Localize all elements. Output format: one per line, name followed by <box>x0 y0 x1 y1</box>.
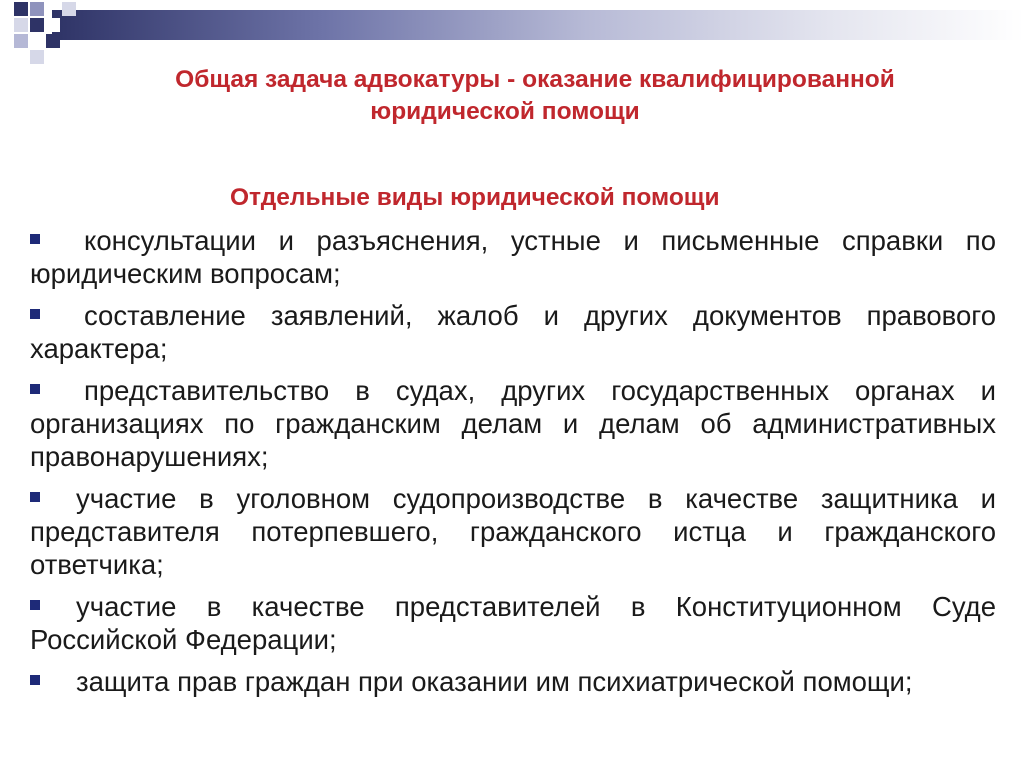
decorative-square-icon <box>14 18 28 32</box>
square-bullet-icon <box>30 309 40 319</box>
square-bullet-icon <box>30 384 40 394</box>
list-item <box>30 482 996 581</box>
decorative-square-icon <box>46 34 60 48</box>
list-item-text: защита прав граждан при оказании им психиатрической помощи; <box>76 666 913 697</box>
decorative-square-icon <box>14 34 28 48</box>
list-item-text: составление заявлений, жалоб и других документов правового характера; <box>30 300 996 364</box>
list-item-text: участие в уголовном судопроизводстве в качестве защитника и представителя потерпевшего, гражданского истца и гражданского ответчика; <box>30 483 996 580</box>
list-item <box>30 665 996 698</box>
section-heading: Отдельные виды юридической помощи <box>230 184 720 211</box>
square-bullet-icon <box>30 492 40 502</box>
list-item-text: участие в качестве представителей в Конституционном Суде Российской Федерации; <box>30 591 996 655</box>
bullet-list <box>30 224 996 707</box>
square-bullet-icon <box>30 234 40 244</box>
slide-title-line-1: Общая задача адвокатуры - оказание квалифицированной <box>175 66 895 93</box>
decorative-square-icon <box>30 50 44 64</box>
decorative-square-icon <box>30 18 44 32</box>
list-item-text: представительство в судах, других государственных органах и организациях по гражданским делам и делам об административных правонарушениях; <box>30 375 996 472</box>
list-item <box>30 299 996 365</box>
decorative-square-icon <box>62 2 76 16</box>
decorative-square-icon <box>14 2 28 16</box>
list-item <box>30 374 996 473</box>
slide-title-line-2: юридической помощи <box>370 98 640 125</box>
list-item-text: консультации и разъяснения, устные и письменные справки по юридическим вопросам; <box>30 225 996 289</box>
header-gradient-bar <box>52 10 1024 40</box>
slide-title <box>40 64 1024 128</box>
list-item <box>30 224 996 290</box>
list-item <box>30 590 996 656</box>
square-bullet-icon <box>30 600 40 610</box>
square-bullet-icon <box>30 675 40 685</box>
decorative-square-icon <box>30 2 44 16</box>
decorative-square-icon <box>46 18 60 32</box>
